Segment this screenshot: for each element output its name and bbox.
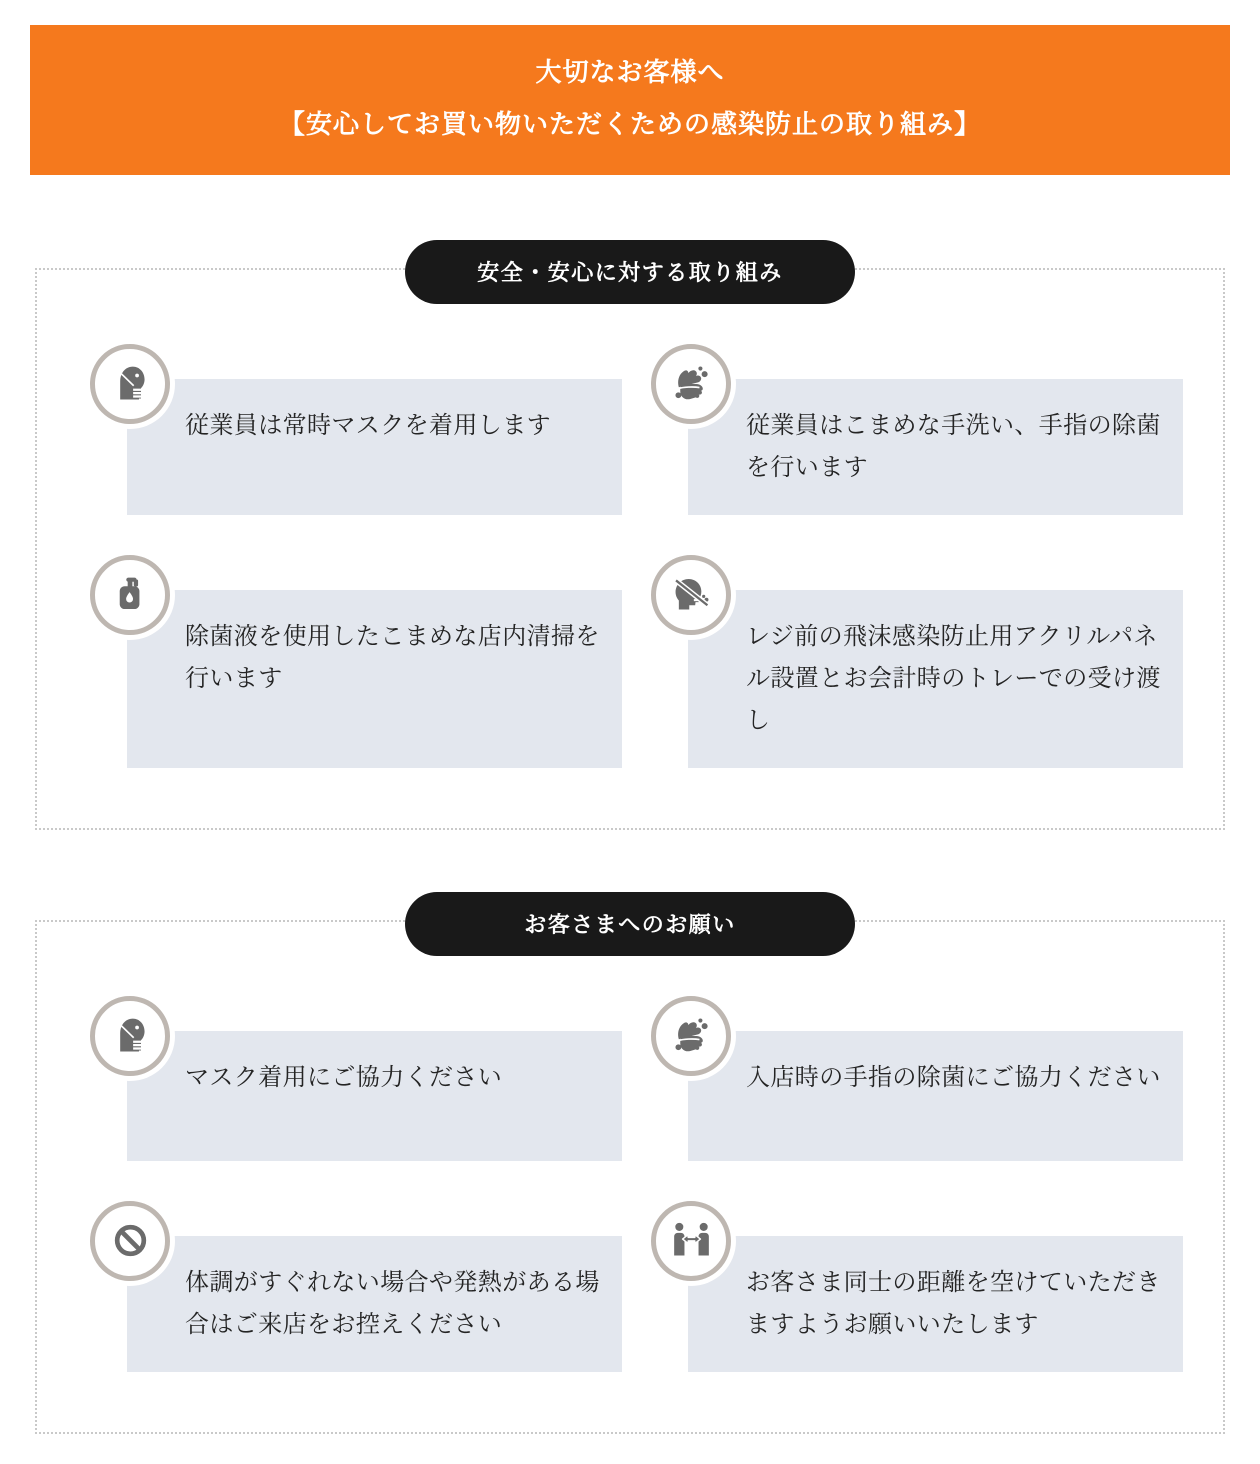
mask-icon [90, 996, 170, 1076]
list-item [90, 1201, 622, 1372]
section-title-pill: お客さまへのお願い [405, 892, 855, 956]
section-title-pill: 安全・安心に対する取り組み [405, 240, 855, 304]
list-item [90, 555, 622, 768]
list-item [90, 996, 622, 1161]
social-distance-icon [651, 1201, 731, 1281]
item-text: 従業員はこまめな手洗い、手指の除菌を行います [746, 411, 1161, 481]
section-customer-requests [35, 912, 1225, 1434]
item-bubble [688, 379, 1183, 515]
list-item [651, 344, 1183, 515]
item-bubble [127, 1031, 622, 1161]
item-text: お客さま同士の距離を空けていただきますようお願いいたします [746, 1268, 1161, 1338]
item-bubble [127, 379, 622, 515]
list-item [651, 555, 1183, 768]
item-bubble [688, 1236, 1183, 1372]
item-text: マスク着用にご協力ください [185, 1063, 503, 1091]
handwash-icon [651, 996, 731, 1076]
droplet-guard-icon [651, 555, 731, 635]
item-text: 従業員は常時マスクを着用します [185, 411, 551, 439]
section-safety-measures [35, 260, 1225, 830]
item-text: 除菌液を使用したこまめな店内清掃を行います [185, 622, 600, 692]
items-grid [37, 304, 1223, 828]
item-text: 体調がすぐれない場合や発熱がある場合はご来店をお控えください [185, 1268, 600, 1338]
item-bubble [688, 590, 1183, 768]
item-text: 入店時の手指の除菌にご協力ください [746, 1063, 1161, 1091]
sanitizer-bottle-icon [90, 555, 170, 635]
item-bubble [127, 1236, 622, 1372]
banner [30, 25, 1230, 175]
item-text: レジ前の飛沫感染防止用アクリルパネル設置とお会計時のトレーでの受け渡し [746, 622, 1161, 734]
list-item [90, 344, 622, 515]
list-item [651, 996, 1183, 1161]
mask-icon [90, 344, 170, 424]
item-bubble [688, 1031, 1183, 1161]
banner-title-line1: 大切なお客様へ [535, 57, 725, 87]
handwash-icon [651, 344, 731, 424]
list-item [651, 1201, 1183, 1372]
no-entry-icon [90, 1201, 170, 1281]
banner-title-line2: 【安心してお買い物いただくための感染防止の取り組み】 [278, 109, 981, 140]
item-bubble [127, 590, 622, 768]
items-grid [37, 956, 1223, 1432]
